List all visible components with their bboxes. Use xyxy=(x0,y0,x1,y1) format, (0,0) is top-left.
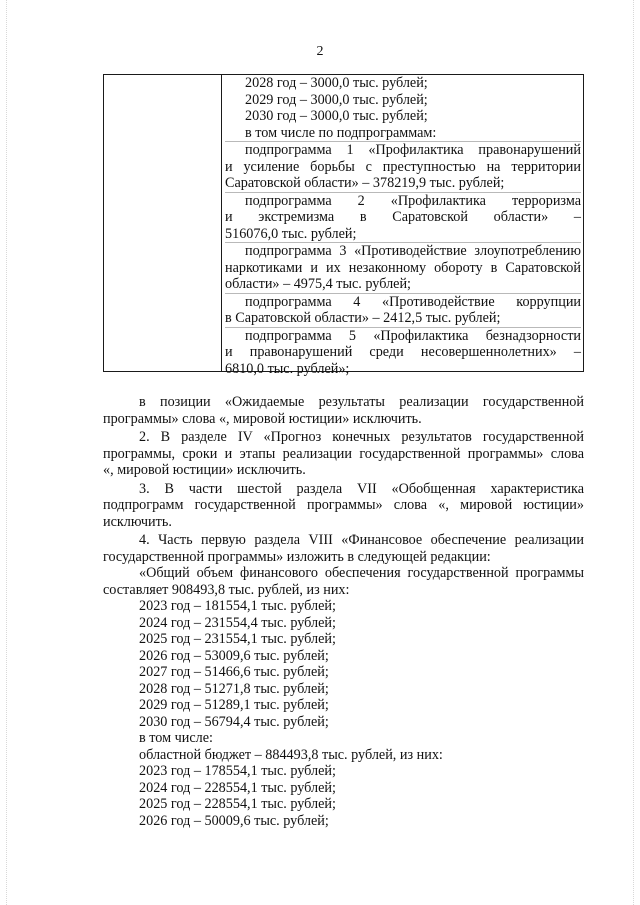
page-edge-right xyxy=(633,0,635,905)
table-line: 2028 год – 3000,0 тыс. рублей; xyxy=(245,75,428,91)
year-line: 2027 год – 51466,6 тыс. рублей; xyxy=(139,664,329,680)
year-line: 2029 год – 51289,1 тыс. рублей; xyxy=(139,697,329,713)
document-body xyxy=(103,394,584,829)
table-line: в Саратовской области» – 2412,5 тыс. рублей; xyxy=(225,310,501,326)
paragraph-line: 2. В разделе IV «Прогноз конечных результатов государственной xyxy=(139,429,584,445)
table-line: области» – 4975,4 тыс. рублей; xyxy=(225,276,411,292)
table-line: и усиление борьбы с преступностью на территории xyxy=(225,158,581,175)
table-line: и правонарушений среди несовершеннолетних» – xyxy=(225,344,581,360)
year-line: 2030 год – 56794,4 тыс. рублей; xyxy=(139,713,329,730)
paragraph-line: составляет 908493,8 тыс. рублей, из них: xyxy=(103,581,350,598)
table-line: подпрограмма 2 «Профилактика терроризма xyxy=(225,192,581,210)
paragraph-line: программы, сроки и этапы реализации государственной программы» слова xyxy=(103,445,584,462)
table-line: 2030 год – 3000,0 тыс. рублей; xyxy=(245,108,428,124)
paragraph-line: 4. Часть первую раздела VIII «Финансовое обеспечение реализации xyxy=(139,532,584,548)
year-line: 2025 год – 231554,1 тыс. рублей; xyxy=(139,631,336,647)
paragraph-line: «, мировой юстиции» исключить. xyxy=(103,462,306,478)
table-line: 6810,0 тыс. рублей»; xyxy=(225,360,350,377)
paragraph-line: государственной программы» изложить в следующей редакции: xyxy=(103,548,491,565)
paragraph-line: исключить. xyxy=(103,513,172,530)
table-line: Саратовской области» – 378219,9 тыс. рублей; xyxy=(225,175,505,191)
table-line: подпрограмма 1 «Профилактика правонарушений xyxy=(225,141,581,159)
table-line: 516076,0 тыс. рублей; xyxy=(225,225,357,242)
year-line: 2024 год – 231554,4 тыс. рублей; xyxy=(139,614,336,631)
paragraph-line: подпрограмм государственной программы» слова «, мировой юстиции» xyxy=(103,497,584,513)
table-line: подпрограмма 5 «Профилактика безнадзорности xyxy=(225,327,581,345)
paragraph-line: в позиции «Ожидаемые результаты реализации государственной xyxy=(139,394,584,410)
year-line: 2023 год – 181554,1 тыс. рублей; xyxy=(139,598,336,614)
year-line: 2026 год – 53009,6 тыс. рублей; xyxy=(139,647,329,664)
passport-table xyxy=(103,74,584,377)
table-line: наркотиками и их незаконному обороту в Саратовской xyxy=(225,259,581,276)
year-line: 2028 год – 51271,8 тыс. рублей; xyxy=(139,680,329,697)
paragraph-line: 3. В части шестой раздела VII «Обобщенная характеристика xyxy=(139,480,584,497)
year-line: 2023 год – 178554,1 тыс. рублей; xyxy=(139,763,336,779)
year-line: 2024 год – 228554,1 тыс. рублей; xyxy=(139,779,336,796)
table-line: и экстремизма в Саратовской области» – xyxy=(225,209,581,225)
table-line: подпрограмма 3 «Противодействие злоупотреблению xyxy=(225,242,581,260)
page-number: 2 xyxy=(316,44,324,59)
table-line: подпрограмма 4 «Противодействие коррупции xyxy=(225,293,581,311)
year-line: 2026 год – 50009,6 тыс. рублей; xyxy=(139,812,329,829)
table-value-cell xyxy=(225,75,581,377)
paragraph-line: программы» слова «, мировой юстиции» исключить. xyxy=(103,410,422,427)
page-edge-left xyxy=(6,0,8,905)
table-column-divider xyxy=(221,75,222,371)
paragraph-line: областной бюджет – 884493,8 тыс. рублей, из них: xyxy=(139,746,443,763)
paragraph-line: в том числе: xyxy=(139,730,213,746)
paragraph-line: «Общий объем финансового обеспечения государственной программы xyxy=(139,565,584,581)
year-line: 2025 год – 228554,1 тыс. рублей; xyxy=(139,796,336,812)
table-line: в том числе по подпрограммам: xyxy=(245,124,437,141)
table-line: 2029 год – 3000,0 тыс. рублей; xyxy=(245,91,428,108)
